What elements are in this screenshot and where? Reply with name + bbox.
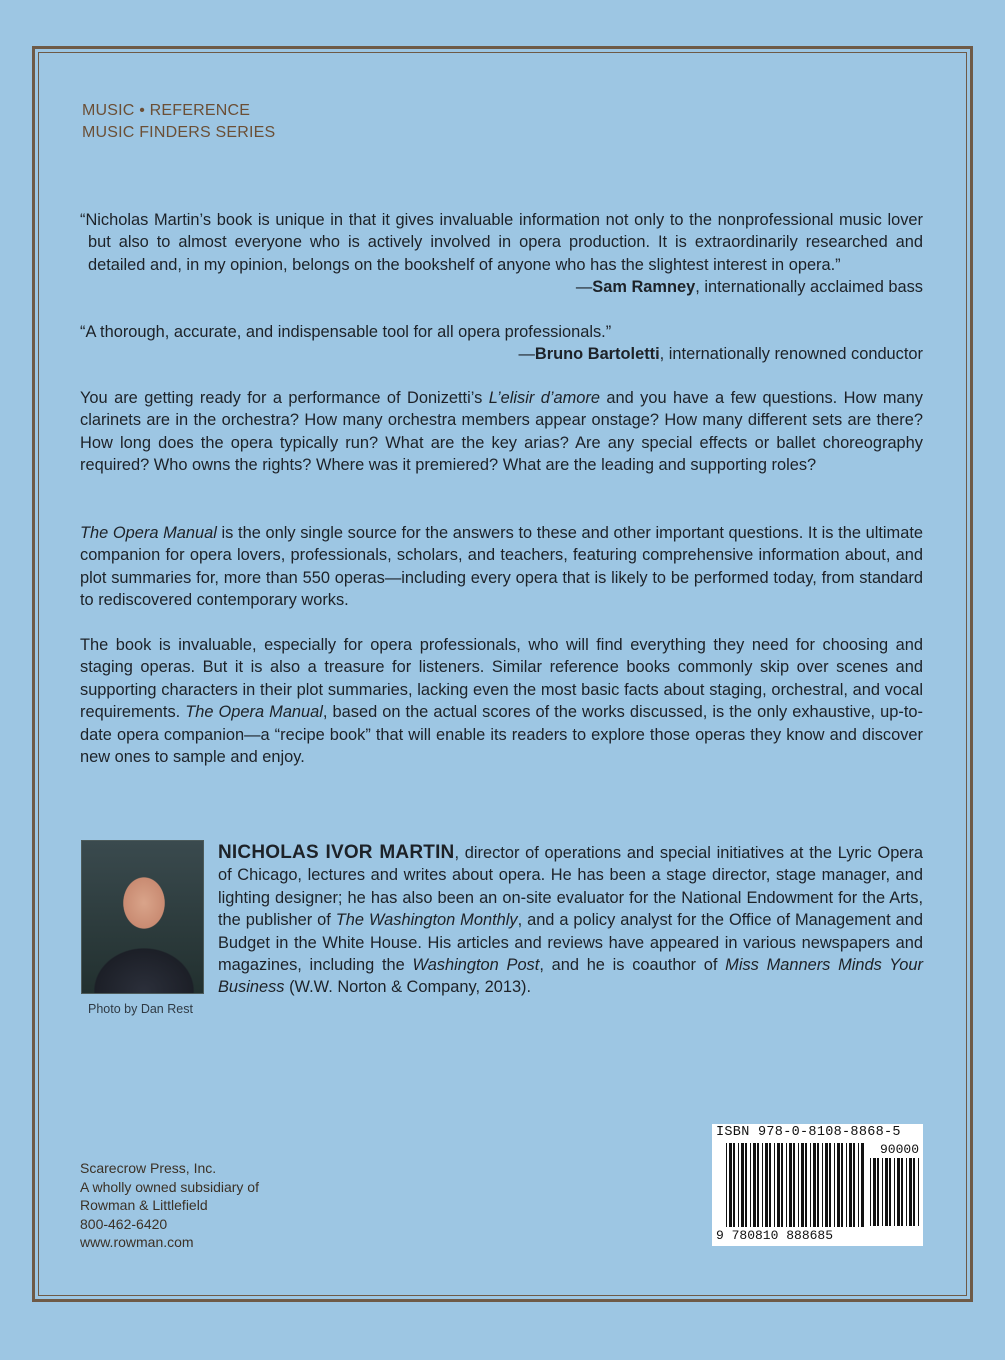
attribution-name: Bruno Bartoletti xyxy=(534,345,660,364)
book-title: The Opera Manual xyxy=(185,703,323,722)
quote-bartoletti-attribution: —Bruno Bartoletti, internationally renowned conductor xyxy=(518,345,923,364)
isbn-barcode xyxy=(712,1124,923,1246)
publisher-info xyxy=(80,1159,259,1252)
barcode-number: 9 780810 888685 xyxy=(716,1228,834,1243)
quote-bartoletti xyxy=(80,321,923,366)
quote-ramney xyxy=(80,209,923,299)
author-photo xyxy=(81,840,204,994)
opera-title: L’elisir d’amore xyxy=(488,389,600,407)
price-code: 90000 xyxy=(879,1142,919,1157)
book-title: The Opera Manual xyxy=(80,524,217,542)
photo-credit: Photo by Dan Rest xyxy=(88,1002,193,1016)
description-paragraph-1: You are getting ready for a performance of Donizetti’s L’elisir d’amore and you have a few questions. How many clarinets are in the orchestra? How many orchestra members appear onstage? How many different sets are there? How long does the opera typically run? What are the key arias? Are any special effects or ballet choreography required? Who owns the rights? Where was it premiered? What are the leading and supporting roles? xyxy=(80,389,923,475)
author-bio: NICHOLAS IVOR MARTIN, director of operations and special initiatives at the Lyric Opera of Chicago, lectures and writes about opera. He has been a stage director, stage manager, and lighting designer; he has also been an on-site evaluator for the National Endowment for the Arts, the publisher of The Washington Monthly, and a policy analyst for the Office of Management and Budget in the White House. His articles and reviews have appeared in various newspapers and magazines, including the Washington Post, and he is coauthor of Miss Manners Minds Your Business (W.W. Norton & Company, 2013). xyxy=(218,842,923,997)
category-line-1: MUSIC • REFERENCE xyxy=(82,102,251,119)
description-paragraph-3: The book is invaluable, especially for opera professionals, who will find everything they need for choosing and staging operas. But it is also a treasure for listeners. Similar reference books commonly skip over scenes and supporting characters in their plot summaries, lacking even the most basic facts about staging, orchestral, and vocal requirements. The Opera Manual, based on the actual scores of the works discussed, is the only exhaustive, up-to-date opera companion—a “recipe book” that will enable its readers to explore those operas they know and discover new ones to sample and enjoy. xyxy=(80,636,923,767)
category-line-2: MUSIC FINDERS SERIES xyxy=(82,124,276,141)
publisher-name: Scarecrow Press, Inc. xyxy=(80,1160,217,1176)
publisher-website: www.rowman.com xyxy=(80,1234,194,1250)
attribution-name: Sam Ramney xyxy=(592,278,696,297)
isbn-number: ISBN 978-0-8108-8868-5 xyxy=(716,1125,901,1140)
author-name: NICHOLAS IVOR MARTIN xyxy=(218,842,455,863)
quote-ramney-attribution: —Sam Ramney, internationally acclaimed bass xyxy=(575,278,923,297)
quote-bartoletti-text: “A thorough, accurate, and indispensable tool for all opera professionals.” xyxy=(80,323,612,341)
category-label xyxy=(82,100,275,144)
publisher-phone: 800-462-6420 xyxy=(80,1215,168,1232)
description-paragraph-2: The Opera Manual is the only single source for the answers to these and other important questions. It is the ultimate companion for opera lovers, professionals, scholars, and teachers, featuring comprehensive information about, and plot summaries for, more than 550 operas—including every opera that is likely to be performed today, from standard to rediscovered contemporary works. xyxy=(80,524,923,610)
publisher-parent: Rowman & Littlefield xyxy=(80,1197,208,1213)
publisher-subsidiary: A wholly owned subsidiary of xyxy=(80,1178,259,1195)
quote-ramney-text: “Nicholas Martin’s book is unique in that it gives invaluable information not only to the nonprofessional music lover but also to almost everyone who is actively involved in opera production. It is extraordinarily researched and detailed and, in my opinion, belongs on the bookshelf of anyone who has the slightest interest in opera.” xyxy=(80,211,923,274)
